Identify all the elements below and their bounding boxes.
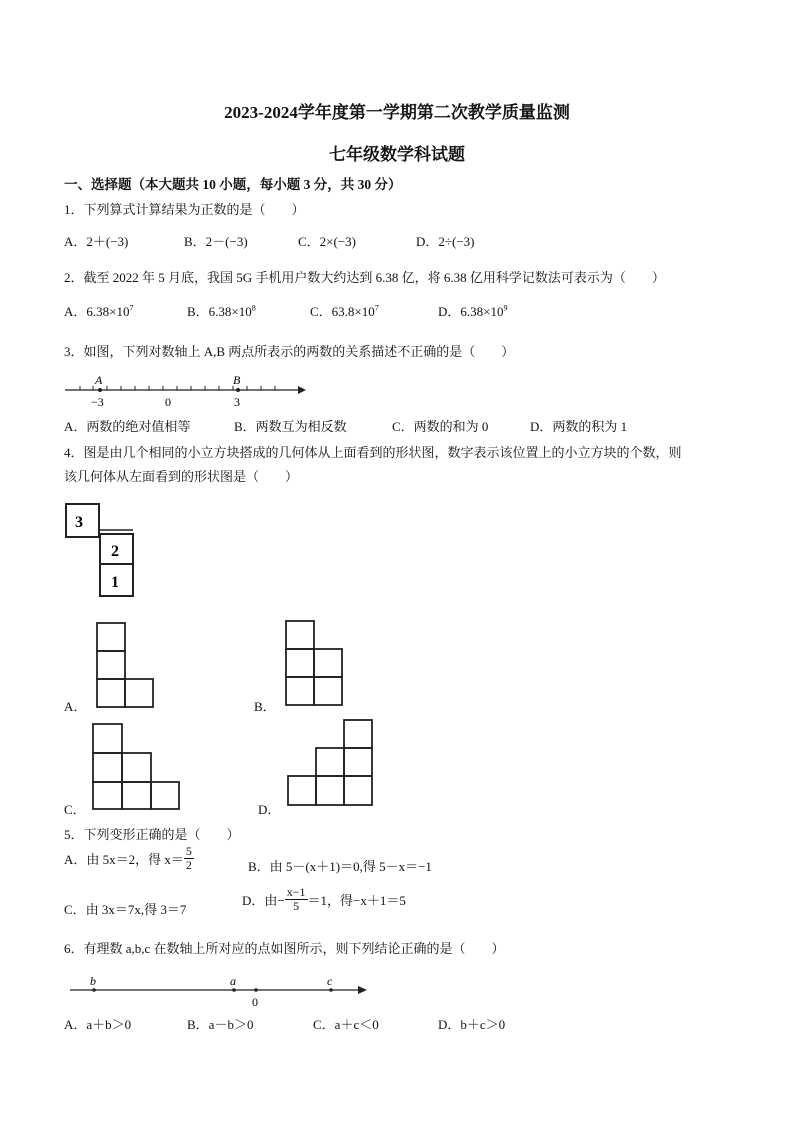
tick-label-3: 3: [234, 395, 240, 409]
tick-label-neg3: −3: [91, 395, 104, 409]
q4-option-b-figure: [284, 619, 346, 707]
question-4-stem-line1: 4．图是由几个相同的小立方块搭成的几何体从上面看到的形状图，数字表示该位置上的小立方块的个数，则: [64, 445, 682, 460]
q3-option-c: C．两数的和为 0: [392, 419, 489, 434]
q4-option-a-label: A．: [64, 699, 87, 714]
label-zero: 0: [252, 995, 258, 1009]
question-1-stem: 1．下列算式计算结果为正数的是（ ）: [64, 202, 305, 217]
question-2-stem: 2．截至 2022 年 5 月底，我国 5G 手机用户数大约达到 6.38 亿，将 6.38 亿用科学记数法可表示为（ ）: [64, 270, 665, 285]
point-a-dot: [98, 388, 102, 392]
q6-number-line: [66, 970, 376, 1012]
question-6-stem: 6．有理数 a,b,c 在数轴上所对应的点如图所示，则下列结论正确的是（ ）: [64, 941, 505, 956]
point-c-dot: [329, 988, 333, 992]
q5-option-c: C．由 3x＝7x,得 3＝7: [64, 902, 187, 917]
q4-top-view-figure: [64, 500, 144, 605]
q2-option-d: D．$6.38\times 10^9$: [438, 303, 508, 319]
label-a: a: [230, 974, 236, 988]
q1-option-d: D．2÷(−3): [416, 234, 475, 249]
q3-option-a: A．两数的绝对值相等: [64, 419, 191, 434]
q1-option-c: C．2×(−3): [298, 234, 356, 249]
label-c: c: [327, 974, 333, 988]
top-view-count-2: 2: [111, 543, 119, 560]
point-b-dot: [92, 988, 96, 992]
origin-dot: [254, 988, 258, 992]
point-a-dot: [232, 988, 236, 992]
point-a-label: A: [95, 373, 103, 387]
q4-option-d-figure: [286, 718, 378, 810]
q3-number-line: [60, 370, 310, 412]
point-b-dot: [236, 388, 240, 392]
label-b: b: [90, 974, 96, 988]
question-4-stem-line2: 该几何体从左面看到的形状图是（ ）: [64, 469, 299, 484]
question-3-stem: 3．如图，下列对数轴上 A,B 两点所表示的两数的关系描述不正确的是（ ）: [64, 344, 515, 359]
tick-label-zero: 0: [165, 395, 171, 409]
q6-option-c: C．a＋c＜0: [313, 1017, 379, 1032]
point-b-label: B: [233, 373, 241, 387]
top-view-count-1: 1: [111, 574, 119, 591]
q2-option-c: C．$63.8\times 10^7$: [310, 303, 379, 319]
q1-option-a: A．2＋(−3): [64, 234, 129, 249]
q5-option-d-fraction: $\frac{x-1}{5}$: [286, 885, 306, 913]
q4-option-b-label: B．: [254, 699, 276, 714]
top-view-count-3: 3: [75, 514, 83, 531]
q3-option-d: D．两数的积为 1: [530, 419, 628, 434]
q1-option-b: B．2－(−3): [184, 234, 248, 249]
q4-option-c-figure: [91, 722, 183, 812]
q2-option-a: A．$6.38\times 10^7$: [64, 303, 134, 319]
q5-option-a-fraction: $\frac{5}{2}$: [185, 844, 192, 872]
q6-option-a: A．a＋b＞0: [64, 1017, 132, 1032]
exam-subtitle: 七年级数学科试题: [329, 145, 465, 164]
q4-option-a-figure: [95, 621, 157, 709]
q3-option-b: B．两数互为相反数: [234, 419, 347, 434]
q2-option-b: B．$6.38\times 10^8$: [187, 303, 256, 319]
question-5-stem: 5．下列变形正确的是（ ）: [64, 827, 240, 842]
q5-option-a: A．由 5x＝2，得 x＝ $\frac{5}{2}$: [64, 844, 192, 872]
q6-option-d: D．b＋c＞0: [438, 1017, 506, 1032]
section-heading: 一、选择题（本大题共 10 小题，每小题 3 分，共 30 分）: [64, 177, 402, 192]
exam-title: 2023-2024学年度第一学期第二次教学质量监测: [224, 103, 570, 122]
q4-option-d-label: D．: [258, 802, 281, 817]
q5-option-d: D．由− $\frac{x-1}{5}$ ＝1，得−x＋1＝5: [242, 885, 406, 913]
q5-option-b: B．由 5－(x＋1)＝0,得 5－x＝−1: [248, 859, 432, 874]
q6-option-b: B．a－b＞0: [187, 1017, 254, 1032]
q4-option-c-label: C．: [64, 802, 86, 817]
